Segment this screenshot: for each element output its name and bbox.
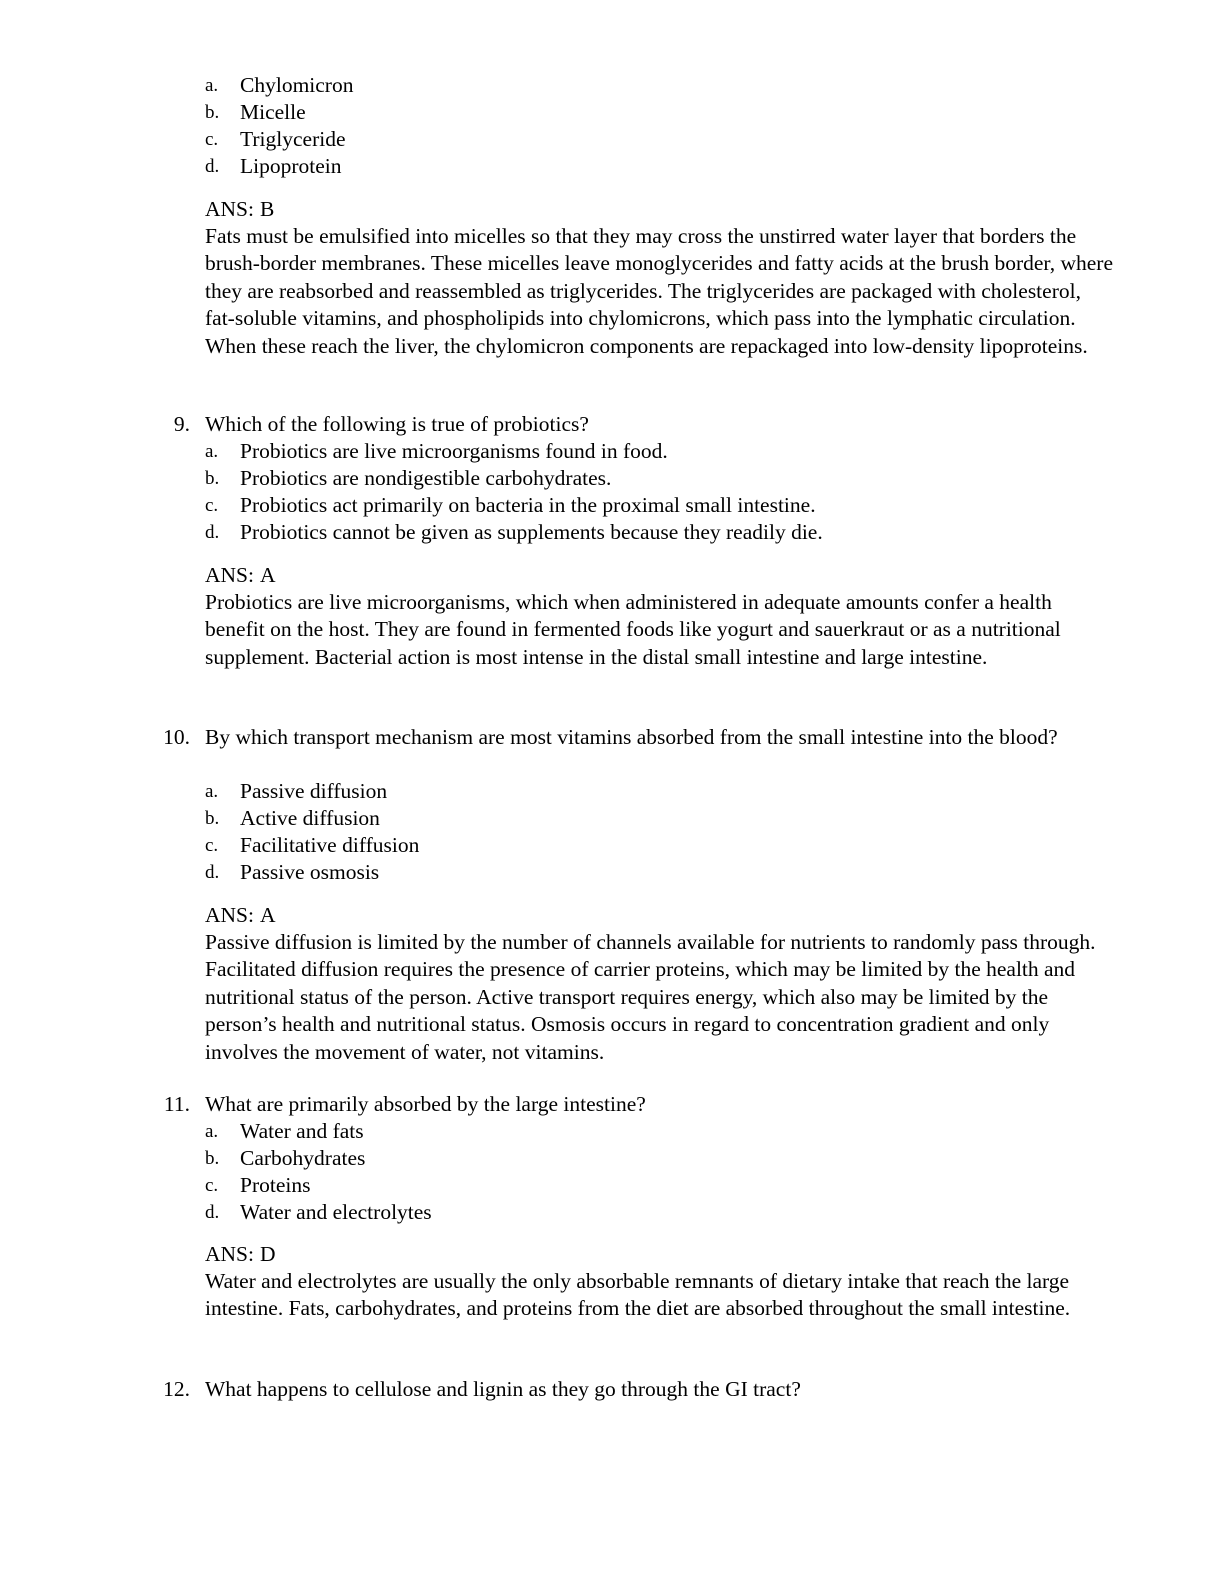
option-letter: d.	[205, 862, 220, 883]
option-text: Probiotics act primarily on bacteria in the proximal small intestine.	[240, 493, 816, 517]
option-letter: a.	[205, 1121, 219, 1142]
answer-rationale: Water and electrolytes are usually the only absorbable remnants of dietary intake that reach the large intestine. Fats, carbohydrates, and proteins from the diet are absorbed throughout the small intestine.	[205, 1269, 1071, 1321]
option-letter: c.	[205, 1175, 219, 1196]
option-letter: d.	[205, 156, 220, 177]
option-letter: a.	[205, 781, 219, 802]
question-number: 10.	[163, 725, 190, 749]
option-letter: b.	[205, 808, 220, 829]
option-letter: d.	[205, 522, 220, 543]
answer-rationale: Fats must be emulsified into micelles so that they may cross the unstirred water layer that borders the brush-border membranes. These micelles leave monoglycerides and fatty acids at the brush border, where they are reabsorbed and reassembled as triglycerides. The triglycerides are packaged with cholesterol, fat-soluble vitamins, and phospholipids into chylomicrons, which pass into the lymphatic circulation. When these reach the liver, the chylomicron components are repackaged into low-density lipoproteins.	[205, 224, 1113, 358]
option-text: Triglyceride	[240, 127, 346, 151]
answer-line	[205, 902, 1115, 929]
option-text: Carbohydrates	[240, 1146, 366, 1170]
answer-label: ANS:	[205, 903, 254, 927]
option-letter: b.	[205, 1148, 220, 1169]
answer-rationale: Passive diffusion is limited by the number of channels available for nutrients to randomly pass through. Facilitated diffusion requires the presence of carrier proteins, which may be limited by the health and nutritional status of the person. Active transport requires energy, which also may be limited by the person’s health and nutritional status. Osmosis occurs in regard to concentration gradient and only involves the movement of water, not vitamins.	[205, 930, 1096, 1064]
option-letter: a.	[205, 75, 219, 96]
answer-rationale: Probiotics are live microorganisms, which when administered in adequate amounts confer a health benefit on the host. They are found in fermented foods like yogurt and sauerkraut or as a nutritional supplement. Bacterial action is most intense in the distal small intestine and large intestine.	[205, 590, 1061, 669]
answer-block	[205, 196, 1115, 360]
question-number: 12.	[163, 1377, 190, 1401]
option-text: Lipoprotein	[240, 154, 342, 178]
question-text: Which of the following is true of probiotics?	[205, 412, 589, 436]
option-text: Water and fats	[240, 1119, 364, 1143]
answer-label: ANS:	[205, 563, 254, 587]
option-letter: b.	[205, 468, 220, 489]
option-text: Micelle	[240, 100, 306, 124]
option-letter: c.	[205, 495, 219, 516]
option-text: Probiotics are live microorganisms found in food.	[240, 439, 668, 463]
option-text: Proteins	[240, 1173, 311, 1197]
question-number: 9.	[173, 412, 190, 436]
answer-label: ANS:	[205, 1242, 254, 1266]
answer-letter: B	[259, 197, 275, 221]
option-text: Water and electrolytes	[240, 1200, 432, 1224]
answer-line	[205, 1241, 1115, 1268]
question-text: By which transport mechanism are most vitamins absorbed from the small intestine into the blood?	[205, 725, 1058, 749]
option-letter: a.	[205, 441, 219, 462]
answer-line	[205, 562, 1115, 589]
answer-label: ANS:	[205, 197, 254, 221]
answer-block	[205, 902, 1115, 1066]
option-letter: b.	[205, 102, 220, 123]
option-text: Chylomicron	[240, 73, 354, 97]
option-text: Probiotics are nondigestible carbohydrates.	[240, 466, 612, 490]
question-text: What happens to cellulose and lignin as they go through the GI tract?	[205, 1377, 801, 1401]
option-text: Passive osmosis	[240, 860, 380, 884]
question-text: What are primarily absorbed by the large intestine?	[205, 1092, 646, 1116]
option-letter: c.	[205, 129, 219, 150]
answer-line	[205, 196, 1115, 223]
answer-block	[205, 1241, 1115, 1323]
option-letter: c.	[205, 835, 219, 856]
option-letter: d.	[205, 1202, 220, 1223]
option-text: Passive diffusion	[240, 779, 388, 803]
answer-letter: A	[259, 563, 276, 587]
option-text: Probiotics cannot be given as supplements because they readily die.	[240, 520, 823, 544]
answer-letter: D	[259, 1242, 276, 1266]
question-number: 11.	[163, 1092, 190, 1116]
option-text: Active diffusion	[240, 806, 380, 830]
answer-block	[205, 562, 1115, 671]
option-text: Facilitative diffusion	[240, 833, 420, 857]
answer-letter: A	[259, 903, 276, 927]
